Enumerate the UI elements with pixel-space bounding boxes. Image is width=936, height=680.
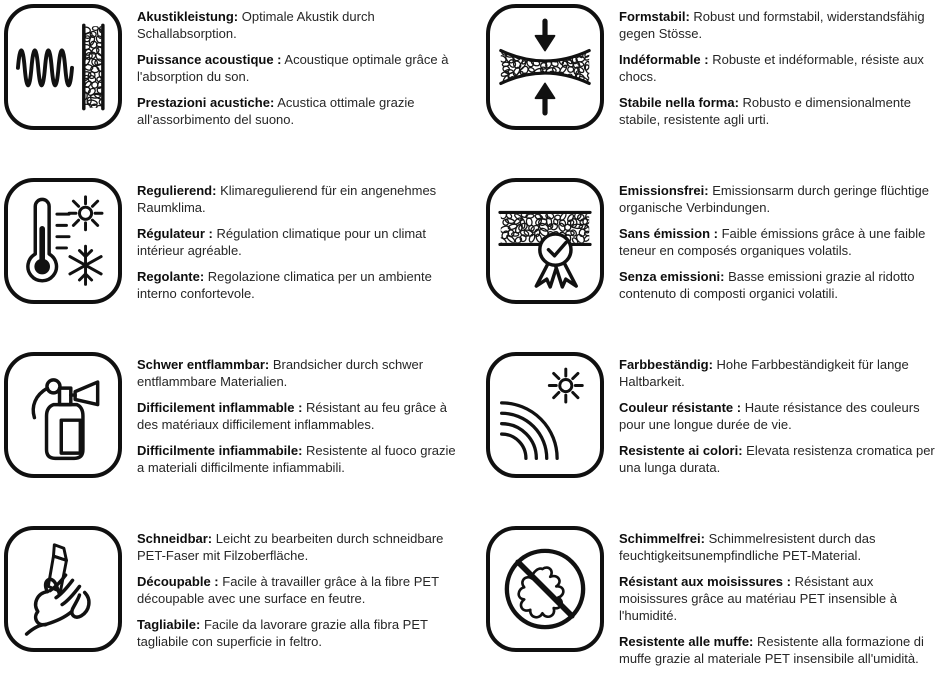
color-arcs: [502, 403, 557, 458]
feature-tile-colorfast: [472, 352, 936, 485]
sound-absorption-icon: [4, 4, 122, 130]
compression-resistance-icon-svg: [493, 11, 597, 123]
feature-tile-acoustic: [4, 4, 463, 137]
feature-entry-it: Resistente ai colori: Elevata resistenza cromatica per una lunga durata.: [619, 443, 935, 475]
handle-loop: [47, 380, 60, 393]
feature-entry-it: Resistente alle muffe: Resistente alla formazione di muffe grazie al materiale PET insensibile all'umidità.: [619, 634, 924, 666]
feature-tile-cuttable: [4, 526, 463, 659]
fire-extinguisher-icon-svg: [11, 359, 115, 471]
emission-free-icon-svg: [493, 185, 597, 297]
feature-texts: [137, 352, 463, 485]
snowflake-icon: [70, 246, 101, 284]
feature-label: Régulateur :: [137, 226, 213, 241]
climate-regulation-icon: [4, 178, 122, 304]
feature-entry-fr: Découpable : Facile à travailler grâce à la fibre PET découpable avec une surface en feutre.: [137, 574, 439, 606]
feature-label: Resistente alle muffe:: [619, 634, 754, 649]
feature-label: Regolante:: [137, 269, 205, 284]
nozzle-horn: [75, 382, 98, 405]
mold-spore: [519, 568, 564, 618]
feature-entry-it: Difficilmente infiammabile: Resistente al fuoco grazie a materiali difficilmente infiammabili.: [137, 443, 456, 475]
feature-label: Puissance acoustique :: [137, 52, 282, 67]
emission-free-icon: [486, 178, 604, 304]
feature-label: Senza emissioni:: [619, 269, 725, 284]
feature-tile-form-stability: [472, 4, 936, 137]
feature-entry-fr: Résistant aux moisissures : Résistant aux moisissures grâce au matériau PET insensible à l'humidité.: [619, 574, 897, 623]
thermometer-scale: [57, 214, 69, 248]
feature-entry-it: Stabile nella forma: Robusto e dimensionalmente stabile, resistente agli urti.: [619, 95, 911, 127]
feature-label: Couleur résistante :: [619, 400, 742, 415]
feature-entry-it: Regolante: Regolazione climatica per un ambiente interno confortevole.: [137, 269, 432, 301]
feature-entry-de: Schimmelfrei: Schimmelresistent durch das feuchtigkeitsunempfindliche PET-Material.: [619, 531, 876, 563]
feature-entry-fr: Couleur résistante : Haute résistance des couleurs pour une longue durée de vie.: [619, 400, 920, 432]
cuttable-icon: [4, 526, 122, 652]
feature-entry-de: Akustikleistung: Optimale Akustik durch Schallabsorption.: [137, 9, 375, 41]
fire-extinguisher-icon: [4, 352, 122, 478]
neck: [60, 388, 71, 404]
feature-entry-de: Regulierend: Klimaregulierend für ein angenehmes Raumklima.: [137, 183, 437, 215]
feature-label: Difficilement inflammable :: [137, 400, 303, 415]
feature-label: Formstabil:: [619, 9, 690, 24]
feature-label: Prestazioni acustiche:: [137, 95, 275, 110]
feature-texts: [137, 526, 463, 659]
feature-entry-de: Emissionsfrei: Emissionsarm durch geringe flüchtige organische Verbindungen.: [619, 183, 929, 215]
feature-label: Découpable :: [137, 574, 219, 589]
feature-label: Stabile nella forma:: [619, 95, 739, 110]
feature-label: Schwer entflammbar:: [137, 357, 270, 372]
feature-entry-fr: Régulateur : Régulation climatique pour un climat intérieur agréable.: [137, 226, 427, 258]
feature-label: Farbbeständig:: [619, 357, 713, 372]
feature-entry-fr: Indéformable : Robuste et indéformable, résiste aux chocs.: [619, 52, 924, 84]
feature-label: Schimmelfrei:: [619, 531, 705, 546]
feature-label: Indéformable :: [619, 52, 709, 67]
feature-label: Difficilmente infiammabile:: [137, 443, 303, 458]
feature-entry-it: Tagliabile: Facile da lavorare grazie alla fibra PET tagliabile con superficie in feltro.: [137, 617, 428, 649]
feature-label: Tagliabile:: [137, 617, 201, 632]
feature-texts: [619, 352, 936, 485]
feature-tile-climate: [4, 178, 463, 311]
hand: [27, 575, 89, 634]
label-plate: [61, 420, 80, 453]
feature-entry-de: Formstabil: Robust und formstabil, widerstandsfähig gegen Stösse.: [619, 9, 925, 41]
sun-icon: [69, 197, 102, 230]
sound-absorption-icon-svg: [11, 11, 115, 123]
feature-label: Emissionsfrei:: [619, 183, 709, 198]
feature-entry-de: Farbbeständig: Hohe Farbbeständigkeit für lange Haltbarkeit.: [619, 357, 909, 389]
climate-regulation-icon-svg: [11, 185, 115, 297]
feature-entry-de: Schwer entflammbar: Brandsicher durch schwer entflammbare Materialien.: [137, 357, 424, 389]
feature-entry-it: Senza emissioni: Basse emissioni grazie al ridotto contenuto di composti organici volatili.: [619, 269, 915, 301]
feature-label: Regulierend:: [137, 183, 217, 198]
colorfast-icon: [486, 352, 604, 478]
cuttable-icon-svg: [11, 533, 115, 645]
feature-label: Sans émission :: [619, 226, 718, 241]
feature-tile-emission-free: [472, 178, 936, 311]
feature-label: Schneidbar:: [137, 531, 213, 546]
colorfast-icon-svg: [493, 359, 597, 471]
feature-label: Akustikleistung:: [137, 9, 239, 24]
feature-texts: [619, 526, 936, 676]
feature-entry-fr: Difficilement inflammable : Résistant au feu grâce à des matériaux difficilement inflammables.: [137, 400, 447, 432]
feature-texts: [619, 4, 936, 137]
feature-tile-mold-free: [472, 526, 936, 676]
fiber-texture: [498, 46, 594, 87]
feature-texts: [619, 178, 936, 311]
feature-entry-fr: Sans émission : Faible émissions grâce à une faible teneur en composés organiques volatils.: [619, 226, 926, 258]
feature-entry-it: Prestazioni acustiche: Acustica ottimale grazie all'assorbimento del suono.: [137, 95, 415, 127]
mold-free-icon-svg: [493, 533, 597, 645]
feature-entry-fr: Puissance acoustique : Acoustique optimale grâce à l'absorption du son.: [137, 52, 449, 84]
feature-texts: [137, 4, 463, 137]
feature-label: Resistente ai colori:: [619, 443, 743, 458]
certificate-badge: [540, 234, 571, 265]
feature-label: Résistant aux moisissures :: [619, 574, 791, 589]
compression-resistance-icon: [486, 4, 604, 130]
feature-texts: [137, 178, 463, 311]
sound-wave: [18, 50, 72, 85]
sun-icon: [549, 369, 582, 402]
mold-free-icon: [486, 526, 604, 652]
feature-entry-de: Schneidbar: Leicht zu bearbeiten durch schneidbare PET-Faser mit Filzoberfläche.: [137, 531, 444, 563]
feature-tile-fire-resistant: [4, 352, 463, 485]
